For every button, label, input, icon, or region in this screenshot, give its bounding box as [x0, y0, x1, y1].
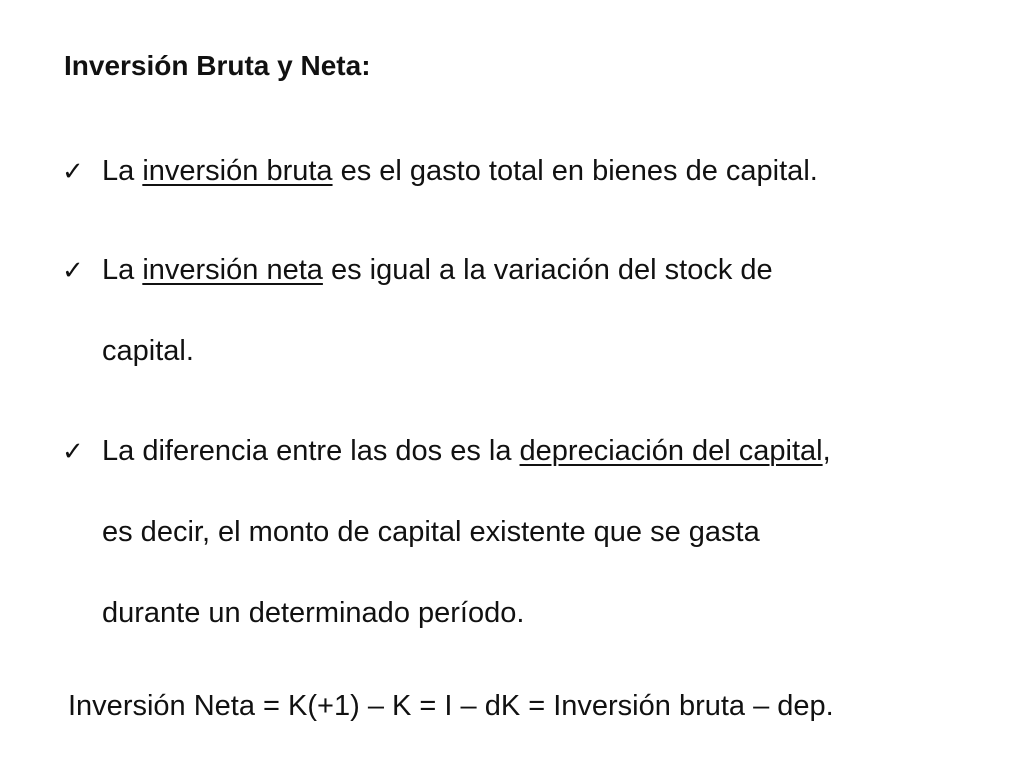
- bullet-text: [102, 230, 773, 392]
- underlined-term: depreciación del capital: [519, 435, 823, 467]
- bullet-line: [102, 131, 818, 212]
- bullet-line: [102, 230, 773, 311]
- formula: Inversión Neta = K(+1) – K = I – dK = Inversión bruta – dep.: [68, 690, 834, 722]
- bullet-text-pre: La diferencia entre las dos es la: [102, 435, 520, 467]
- bullet-line-3: durante un determinado período.: [102, 597, 525, 629]
- bullet-text-post: ,: [822, 435, 831, 467]
- underlined-term: inversión neta: [142, 254, 323, 286]
- slide-title: Inversión Bruta y Neta:: [64, 50, 371, 81]
- bullet-text-post: es igual a la variación del stock de: [322, 254, 773, 286]
- bullet-text-pre: La: [102, 254, 143, 286]
- checkmark-icon: ✓: [62, 436, 84, 466]
- bullet-text-post: es el gasto total en bienes de capital.: [332, 155, 818, 187]
- bullet-text: [102, 131, 818, 212]
- bullet-line: [102, 411, 831, 492]
- bullet-text: [102, 411, 831, 654]
- bullet-line-2: es decir, el monto de capital existente que se gasta: [102, 516, 760, 548]
- checkmark-icon: ✓: [62, 255, 84, 285]
- underlined-term: inversión bruta: [142, 155, 333, 187]
- checkmark-icon: ✓: [62, 156, 84, 186]
- bullet-text-pre: La: [102, 155, 143, 187]
- bullet-line-2: capital.: [102, 335, 194, 367]
